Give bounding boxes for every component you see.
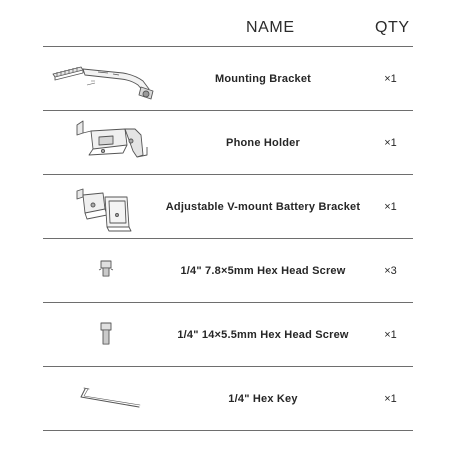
long-screw-icon <box>43 303 163 366</box>
item-name: 1/4" Hex Key <box>228 392 298 405</box>
item-name: Adjustable V-mount Battery Bracket <box>165 200 361 213</box>
item-qty: ×1 <box>384 136 397 149</box>
list-item <box>43 303 413 366</box>
item-qty: ×1 <box>384 392 397 405</box>
mounting-bracket-icon <box>43 47 163 110</box>
list-item <box>43 175 413 238</box>
hex-key-icon <box>43 367 163 430</box>
list-item <box>43 367 413 430</box>
item-name: 1/4" 7.8×5mm Hex Head Screw <box>180 264 346 277</box>
list-item <box>43 111 413 174</box>
qty-column-header: QTY <box>375 19 410 36</box>
name-column-header: NAME <box>246 19 295 36</box>
short-screw-icon <box>43 239 163 302</box>
row-divider <box>43 430 413 431</box>
item-qty: ×1 <box>384 328 397 341</box>
battery-bracket-icon <box>43 175 163 238</box>
item-qty: ×3 <box>384 264 397 277</box>
item-qty: ×1 <box>384 72 397 85</box>
list-item <box>43 47 413 110</box>
item-qty: ×1 <box>384 200 397 213</box>
item-name: 1/4" 14×5.5mm Hex Head Screw <box>177 328 349 341</box>
phone-holder-icon <box>43 111 163 174</box>
item-name: Mounting Bracket <box>214 72 312 85</box>
item-name: Phone Holder <box>226 136 300 149</box>
list-item <box>43 239 413 302</box>
